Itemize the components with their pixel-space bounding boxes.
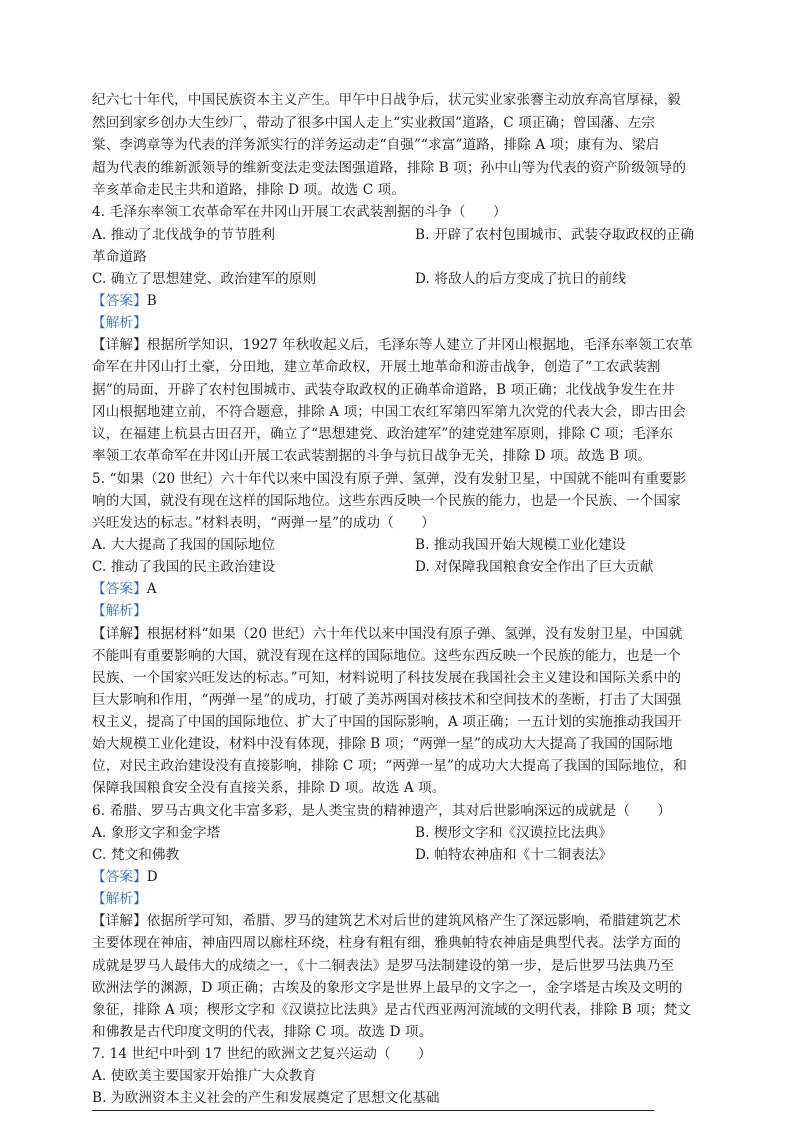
text-line: 欧洲法学的渊源，D 项正确；古埃及的象形文字是世界上最早的文字之一，金字塔是古埃及文明的 [92, 980, 683, 996]
text-line: 成就是罗马人最伟大的成绩之一，《十二铜表法》是罗马法制建设的第一步，是后世罗马法典乃至 [92, 958, 675, 974]
answer-line [92, 580, 157, 598]
option-a: A. 象形文字和金字塔 [92, 825, 221, 841]
text-line: 然回到家乡创办大生纱厂，带动了很多中国人走上“实业救国”道路，C 项正确；曾国藩、左宗 [92, 115, 656, 131]
answer-line [92, 868, 158, 886]
footer-divider [92, 1110, 654, 1111]
answer-value: A [146, 581, 157, 597]
text-line: 象征，排除 A 项；楔形文字和《汉谟拉比法典》是古代西亚两河流域的文明代表，排除 B 项；梵文 [92, 1002, 692, 1018]
question-6-stem: 6. 希腊、罗马古典文化丰富多彩，是人类宝贵的精神遗产，其对后世影响深远的成就是（ ） [92, 803, 672, 819]
answer-label: 【答案】 [92, 293, 147, 309]
text-line: 命军在井冈山打土豪，分田地，建立革命政权，开展土地革命和游击战争，创造了“工农武装割 [92, 359, 661, 375]
text-line: 革命道路 [92, 249, 147, 265]
text-line: 【详解】根据材料“如果（20 世纪）六十年代以来中国没有原子弹、氢弹，没有发射卫星，中国就 [92, 626, 683, 642]
analysis-label: 【解析】 [92, 603, 147, 619]
option-b: B. 开辟了农村包围城市、武装夺取政权的正确 [415, 227, 695, 243]
question-7-option-a: A. 使欧美主要国家开始推广大众教育 [92, 1068, 317, 1084]
answer-value: D [146, 869, 158, 885]
option-c: C. 确立了思想建党、政治建军的原则 [92, 271, 317, 287]
option-b: B. 楔形文字和《汉谟拉比法典》 [415, 825, 612, 841]
answer-label: 【答案】 [92, 581, 147, 597]
answer-line [92, 292, 157, 310]
option-a: A. 大大提高了我国的国际地位 [92, 537, 276, 553]
option-a: A. 推动了北伐战争的节节胜利 [92, 227, 276, 243]
question-7-stem: 7. 14 世纪中叶到 17 世纪的欧洲文艺复兴运动（ ） [92, 1046, 432, 1062]
text-line: 响的大国，就没有现在这样的国际地位。这些东西反映一个民族的能力，也是一个民族、一个国家 [92, 493, 681, 509]
option-d: D. 将敌人的后方变成了抗日的前线 [415, 271, 627, 287]
text-line: 主要体现在神庙，神庙四周以廊柱环绕，柱身有粗有细，雅典帕特农神庙是典型代表。法学方面的 [92, 935, 681, 951]
text-line: 纪六七十年代，中国民族资本主义产生。甲午中日战争后，状元实业家张謇主动放弃高官厚禄，毅 [92, 92, 681, 108]
answer-value: B [146, 293, 157, 309]
text-line: 不能叫有重要影响的大国，就没有现在这样的国际地位。这些东西反映一个民族的能力，也是一个 [92, 648, 681, 664]
text-line: 兴旺发达的标志。”材料表明，“两弹一星”的成功（ ） [92, 515, 435, 531]
text-line: 棠、李鸿章等为代表的洋务派实行的洋务运动走“自强”“求富”道路，排除 A 项；康有为、梁启 [92, 137, 660, 153]
text-line: 保障我国粮食安全没有直接关系，排除 D 项。故选 A 项。 [92, 780, 446, 796]
text-line: 【详解】依据所学可知，希腊、罗马的建筑艺术对后世的建筑风格产生了深远影响，希腊建筑艺术 [92, 913, 681, 929]
text-line: 民族、一个国家兴旺发达的标志。”可知，材料说明了科技发展在我国社会主义建设和国际关系中的 [92, 670, 682, 686]
answer-label: 【答案】 [92, 869, 147, 885]
text-line: 议，在福建上杭县古田召开，确立了“思想建党、政治建军”的建党建军原则，排除 C 项；毛泽东 [92, 426, 674, 442]
analysis-label: 【解析】 [92, 315, 147, 331]
option-c: C. 推动了我国的民主政治建设 [92, 559, 276, 575]
question-4-stem: 4. 毛泽东率领工农革命军在井冈山开展工农武装割据的斗争（ ） [92, 204, 507, 220]
text-line: 辛亥革命走民主共和道路，排除 D 项。故选 C 项。 [92, 182, 406, 198]
text-line: 权主义，提高了中国的国际地位、扩大了中国的国际影响，A 项正确；一五计划的实施推动我国开 [92, 714, 682, 730]
option-b: B. 推动我国开始大规模工业化建设 [415, 537, 626, 553]
text-line: 和佛教是古代印度文明的代表，排除 C 项。故选 D 项。 [92, 1024, 433, 1040]
option-d: D. 帕特农神庙和《十二铜表法》 [415, 847, 613, 863]
option-d: D. 对保障我国粮食安全作出了巨大贡献 [415, 559, 654, 575]
question-7-option-b: B. 为欧洲资本主义社会的产生和发展奠定了思想文化基础 [92, 1090, 440, 1106]
text-line: 冈山根据地建立前，不符合题意，排除 A 项；中国工农红军第四军第九次党的代表大会，即古田会 [92, 404, 686, 420]
text-line: 巨大影响和作用，“两弹一星”的成功，打破了美苏两国对核技术和空间技术的垄断，打击了大国强 [92, 692, 682, 708]
text-line: 位，对民主政治建设没有直接影响，排除 C 项；“两弹一星”的成功大大提高了我国的国际地位，和 [92, 758, 687, 774]
text-line: 【详解】根据所学知识，1927 年秋收起义后，毛泽东等人建立了井冈山根据地，毛泽东率领工农革 [92, 337, 693, 353]
text-line: 据”的局面，开辟了农村包围城市、武装夺取政权的正确革命道路，B 项正确；北伐战争发生在井 [92, 382, 676, 398]
text-line: 率领工农革命军在井冈山开展工农武装割据的斗争与抗日战争无关，排除 D 项。故选 B 项。 [92, 448, 652, 464]
question-5-stem: 5. “如果（20 世纪）六十年代以来中国没有原子弹、氢弹，没有发射卫星，中国就不能叫有重要影 [92, 471, 687, 487]
analysis-label: 【解析】 [92, 891, 147, 907]
text-line: 始大规模工业化建设，材料中没有体现，排除 B 项；“两弹一星”的成功大大提高了我国的国际地 [92, 736, 673, 752]
text-line: 超为代表的维新派领导的维新变法走变法图强道路，排除 B 项；孙中山等为代表的资产阶级领导的 [92, 160, 687, 176]
option-c: C. 梵文和佛教 [92, 847, 180, 863]
